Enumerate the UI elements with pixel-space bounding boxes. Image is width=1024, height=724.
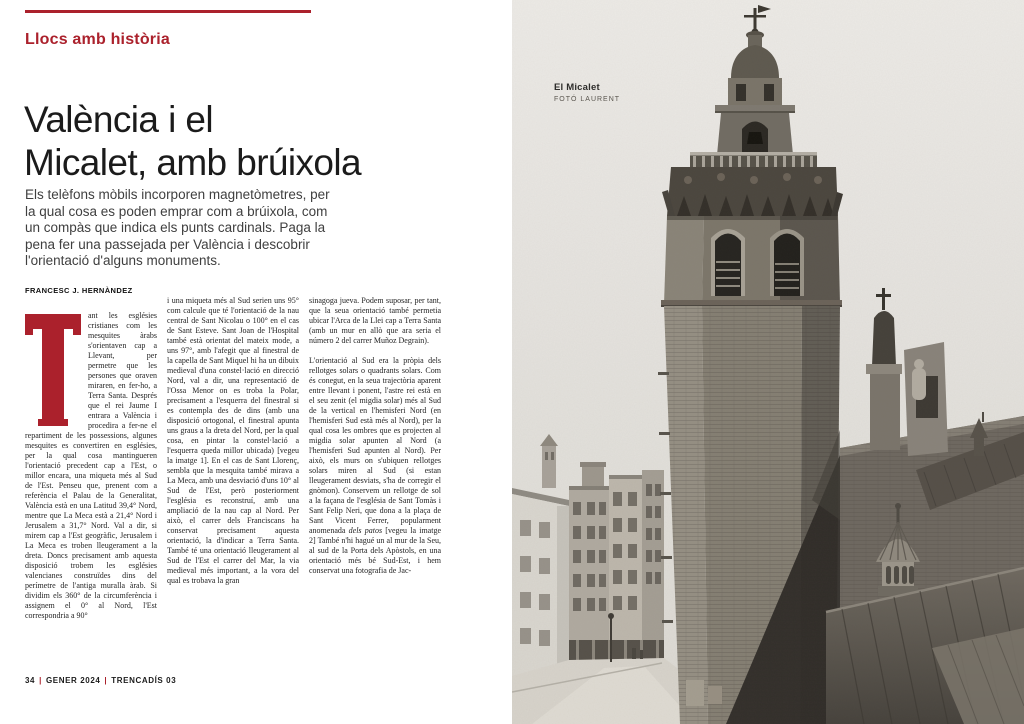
column-3-paragraph-1: sinagoga jueva. Podem suposar, per tant, que la seua orientació també permetia ubicar l'Arca de la Llei cap a Terra Santa (amb un mur en allò que ara seria el número 2 del carrer Muñoz Degrain). — [309, 296, 441, 345]
footer-separator: | — [104, 676, 108, 685]
article-column-1 — [25, 296, 157, 621]
photo-caption-title: El Micalet — [554, 82, 600, 93]
photo-caption-credit: FOTÓ LAURENT — [554, 96, 621, 103]
article-title-line1: València i el — [24, 99, 213, 140]
drop-cap — [25, 314, 81, 426]
column-3-paragraph-2-text: L'orientació al Sud era la pròpia dels rellotges solars o quadrants solars. Com és conegut, en la seua trajectòria aparent entre llevant i ponent, l'astre rei està en el seu zenit (el migdia solar) més al Sud de la vertical en l'hemisferi Nord (en l'hemisferi Sud està més al Nord), per la qual cosa les ombres que es projecten al migdia solar apunten al Nord (a l'hemisferi Sud apunten al Nord). Per això, els murs on s'ubiquen rellotges solars miren al Sud (si estan lleugerament desviats, s'ha de corregir el gnòmon). Conservem un rellotge de sol a la façana de l'església de Sant Tomàs i Sant Felip Neri, que dona a la plaça de Sant Vicent Ferrer, popularment anomenada — [309, 356, 441, 535]
article-title — [24, 98, 484, 184]
footer-issue: GENER 2024 — [45, 676, 101, 685]
column-3-paragraph-2-end: [vegeu la imatge 2] També n'hi hagué un al mur de la Seu, al sud de la Porta dels Apòstols, en una orientació més bé Sud-Est, i hem conservat una fotografia de Jac- — [309, 526, 441, 575]
footer-magazine: TRENCADÍS 03 — [111, 676, 177, 685]
film-grain — [512, 0, 1024, 724]
footer-separator: | — [39, 676, 42, 685]
article-title-line2: Micalet, amb brúixola — [24, 142, 361, 183]
column-1-text: ant les esglésies cristianes com les mesquites àrabs s'orientaven cap a Llevant, per permetre que les persones que oraven miraren, en fer-ho, a Terra Santa. Després que el rei Jaume I entrara a València i procedira a fer-ne el repartiment de les possessions, algunes mesquites es convertiren en esglésies, per la qual cosa mantingueren l'orientació precedent cap a l'Est, o millor encara, una miqueta més al Sud de l'Est. Penseu que, prenent com a referència el Palau de la Generalitat, València està en una Latitud 39,4° Nord, mentre que La Meca està a 21,4° Nord i Jerusalem a 31,7° Nord. Val a dir, si mirem cap a l'Est geogràfic, Jerusalem i La Meca es troben lleugerament a la dreta. Doncs precisament amb aquesta disposició trobem les esglésies valencianes construïdes dins del perímetre de l'antiga muralla àrab. Si dividim els 360° de la circumferència i assignem el 0° al Nord, l'Est correspondria a 90° — [25, 311, 157, 620]
photo-caption — [554, 82, 620, 103]
column-2-text: i una miqueta més al Sud serien uns 95° com calcule que té l'orientació de la nau central de Sant Nicolau o 100° en el cas de Sant Esteve. Sant Joan de l'Hospital també està orientat del mateix mode, a uns 97°, amb l'afegit que al finestral de la capella de Sant Miquel hi ha un dibuix medieval d'una constel·lació en direcció Nord, val a dir, una representació de l'Ossa Menor on es troba la Polar, precisament a l'esquerra del finestral si es contempla des de dins (amb una disposició ortogonal, el finestral apunta uns graus a la dreta del Nord, per la qual cosa, en pintar la constel·lació a l'esquerra queda millor ubicada) [vegeu la imatge 1]. En el cas de Sant Llorenç, sembla que la mesquita també mirava a La Meca, amb una desviació d'uns 10° al Sud de l'Est, però posteriorment l'església es reconstruí, amb una ampliació de la nau cap al Nord. Per això, el carrer dels Franciscans ha conservat precisament aquesta orientació, la d'indicar a Terra Santa. També té una orientació lleugerament al Sud de l'Est el carrer del Mar, la via medieval més important, a la vora del qual es trobava la gran — [167, 296, 299, 585]
accent-rule — [25, 10, 311, 13]
footer-page-number: 34 — [25, 676, 36, 685]
article-column-2 — [167, 296, 299, 621]
micalet-photo — [512, 0, 1024, 724]
author-byline: FRANCESC J. HERNÀNDEZ — [25, 286, 133, 295]
article-standfirst: Els telèfons mòbils incorporen magnetòmetres, per la qual cosa es poden emprar com a brúixola, com un compàs que indica els punts cardinals. Paga la pena fer una passejada per València i descobrir l'orientació d'alguns monuments. — [25, 187, 330, 269]
column-3-paragraph-2 — [309, 356, 441, 576]
article-column-3 — [309, 296, 441, 621]
article-body — [25, 296, 441, 621]
page-footer — [25, 676, 176, 685]
section-kicker: Llocs amb història — [25, 31, 170, 48]
column-3-italic-phrase: dels patos — [348, 526, 383, 535]
micalet-photo-illustration — [512, 0, 1024, 724]
